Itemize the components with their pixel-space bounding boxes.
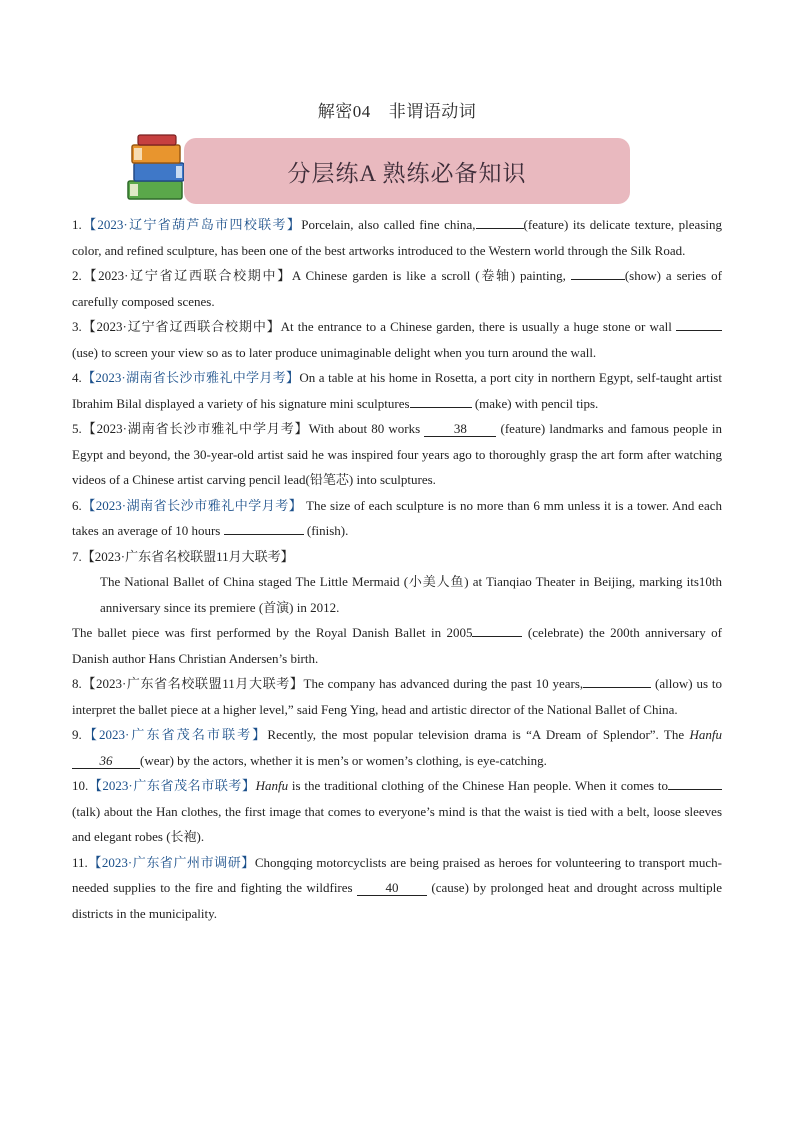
- books-icon: [124, 131, 188, 207]
- question-7: 7.【2023·广东省名校联盟11月大联考】: [72, 548, 294, 564]
- answer-blank[interactable]: 36: [72, 753, 140, 769]
- answer-blank[interactable]: [676, 315, 722, 331]
- question-6: 6.【2023·湖南省长沙市雅礼中学月考】 The size of each sculpture is no more than 6 mm unless it is a tower. And each takes an average of 10 hours (finish).: [72, 497, 722, 538]
- source-tag: 【2023·广东省茂名市联考】: [81, 727, 268, 742]
- question-1: 1.【2023·辽宁省葫芦岛市四校联考】Porcelain, also called fine china, (feature) its delicate texture, pleasing color, and refined sculpture, has been one of the best artworks introduced to the Western world through the Silk Road.: [72, 212, 722, 263]
- answer-blank[interactable]: [410, 392, 472, 408]
- source-tag: 【2023·辽宁省辽西联合校期中】: [81, 268, 292, 283]
- answer-blank[interactable]: [476, 213, 524, 229]
- source-tag: 【2023·湖南省长沙市雅礼中学月考】: [81, 421, 309, 436]
- answer-blank[interactable]: 40: [357, 880, 427, 896]
- question-list: [72, 212, 722, 926]
- answer-blank[interactable]: [668, 774, 722, 790]
- source-tag: 【2023·辽宁省辽西联合校期中】: [81, 319, 281, 334]
- question-7-passage: The National Ballet of China staged The Little Mermaid (小美人鱼) at Tianqiao Theater in Beijing, marking its10th anniversary since its premiere (首演) in 2012.: [100, 574, 722, 615]
- source-tag: 【2023·广东省名校联盟11月大联考】: [81, 548, 294, 564]
- source-tag: 【2023·湖南省长沙市雅礼中学月考】: [81, 370, 300, 385]
- source-tag: 【2023·湖南省长沙市雅礼中学月考】: [81, 497, 303, 513]
- question-4: 4.【2023·湖南省长沙市雅礼中学月考】On a table at his home in Rosetta, a port city in northern Egypt, self-taught artist Ibrahim Bilal displayed a variety of his signature mini sculptures (make) with pencil tips.: [72, 370, 722, 411]
- source-tag: 【2023·辽宁省葫芦岛市四校联考】: [81, 217, 302, 232]
- answer-blank[interactable]: 38: [424, 421, 496, 437]
- question-7-item: The ballet piece was first performed by the Royal Danish Ballet in 2005 (celebrate) the 200th anniversary of Danish author Hans Christian Andersen’s birth.: [72, 620, 722, 671]
- question-3: 3.【2023·辽宁省辽西联合校期中】At the entrance to a Chinese garden, there is usually a huge stone or wall (use) to screen your view so as to later produce unimaginable delight when you turn around the wall.: [72, 314, 722, 365]
- question-2: 2.【2023·辽宁省辽西联合校期中】A Chinese garden is like a scroll (卷轴) painting, (show) a series of carefully composed scenes.: [72, 263, 722, 314]
- source-tag: 【2023·广东省广州市调研】: [87, 854, 255, 870]
- title-number: 解密04: [317, 102, 371, 121]
- question-9: 9.【2023·广东省茂名市联考】Recently, the most popular television drama is “A Dream of Splendor”. The Hanfu36 (wear) by the actors, whether it is men’s or women’s clothing, is eye-catching.: [72, 727, 722, 768]
- banner-text: 分层练A 熟练必备知识: [287, 160, 527, 186]
- answer-blank[interactable]: [472, 621, 522, 637]
- source-tag: 【2023·广东省茂名市联考】: [88, 778, 256, 793]
- title-topic: 非谓语动词: [388, 102, 477, 121]
- question-11: 11.【2023·广东省广州市调研】Chongqing motorcyclists are being praised as heroes for volunteering to transport much-needed supplies to the fire and fighting the wildfires 40 (cause) by prolonged heat and drought across multiple districts in the municipality.: [72, 854, 723, 921]
- answer-blank[interactable]: [583, 672, 651, 688]
- answer-blank[interactable]: [571, 264, 625, 280]
- source-tag: 【2023·广东省名校联盟11月大联考】: [81, 676, 304, 691]
- question-5: 5.【2023·湖南省长沙市雅礼中学月考】With about 80 works 38 (feature) landmarks and famous people in Egypt and beyond, the 30-year-old artist said he was inspired four years ago to thoroughly grasp the art form after watching videos of a Chinese artist carving pencil lead(铅笔芯) into sculptures.: [72, 421, 722, 487]
- section-banner: [124, 131, 634, 207]
- question-8: 8.【2023·广东省名校联盟11月大联考】The company has advanced during the past 10 years, (allow) us to interpret the ballet piece at a higher level,” said Feng Ying, head and artistic director of the National Ballet of China.: [72, 671, 722, 722]
- question-10: 10.【2023·广东省茂名市联考】Hanfu is the traditional clothing of the Chinese Han people. When it comes to(talk) about the Han clothes, the first image that comes to everyone’s mind is that the waist is tied with a belt, loose sleeves and elegant robes (长袍).: [72, 773, 722, 850]
- answer-blank[interactable]: [224, 519, 304, 535]
- banner-box: [184, 138, 630, 204]
- page-title: [0, 97, 794, 122]
